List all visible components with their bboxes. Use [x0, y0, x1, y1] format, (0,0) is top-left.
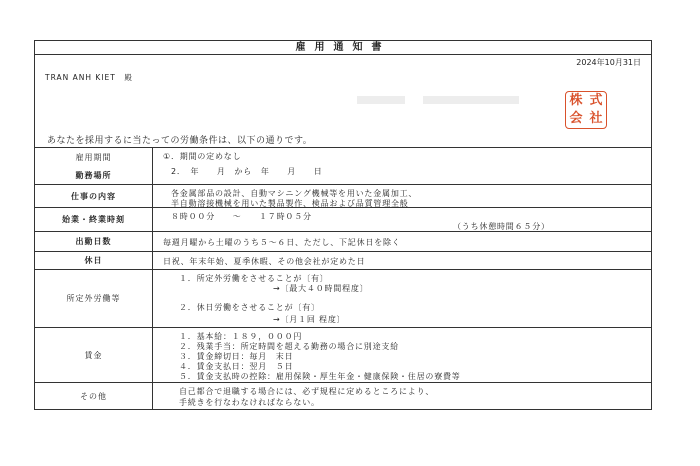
employment-period-line: ①．期間の定めなし	[163, 152, 242, 161]
wage-line: ４．賃金支払日：翌月 ５日	[179, 362, 294, 371]
seal-char: 社	[589, 111, 603, 126]
overtime-line: →〔月１回 程度〕	[273, 315, 346, 324]
issue-date: 2024年10月31日	[576, 58, 641, 67]
break-time-line: （うち休憩時間６５分）	[453, 222, 550, 231]
overtime-line: ２．休日労働をさせることが〔有〕	[179, 303, 320, 312]
row-working-hours	[35, 208, 651, 232]
holidays-content	[163, 252, 641, 269]
wage-line: ２．残業手当：所定時間を超える勤務の場合に別途支給	[179, 342, 399, 351]
job-content	[163, 185, 641, 207]
row-job-content	[35, 185, 651, 208]
employment-period-line: 2． 年 月 から 年 月 日	[171, 167, 323, 176]
row-overtime	[35, 270, 651, 328]
company-seal-stamp	[565, 91, 607, 129]
workdays-content	[163, 232, 641, 251]
row-wages	[35, 328, 651, 383]
label-holidays: 休日	[35, 252, 153, 269]
job-line: 半自動溶接機械を用いた製品製作、検品および品質管理全般	[171, 199, 409, 208]
overtime-content	[163, 270, 641, 327]
wage-line: １．基本給：１８９，０００円	[179, 332, 303, 341]
intro-text: あなたを採用するに当たっての労働条件は、以下の通りです。	[47, 136, 313, 146]
seal-char: 式	[589, 93, 603, 108]
row-holidays	[35, 252, 651, 270]
redacted-text	[357, 96, 405, 104]
seal-char: 株	[569, 93, 583, 108]
label-other: その他	[35, 383, 153, 409]
recipient-name: TRAN ANH KIET 殿	[45, 73, 133, 82]
working-hours-line: ８時００分 ～ １７時０５分	[171, 212, 312, 221]
overtime-line: １．所定外労働をさせることが〔有〕	[179, 274, 329, 283]
other-content	[163, 383, 641, 409]
wages-content	[163, 328, 641, 382]
label-workplace: 勤務場所	[35, 167, 153, 184]
label-job-content: 仕事の内容	[35, 185, 153, 207]
document-title: 雇用通知書	[35, 41, 651, 55]
label-working-hours: 始業・終業時刻	[35, 208, 153, 231]
workdays-line: 毎週月曜から土曜のうち５～６日、ただし、下記休日を除く	[163, 238, 401, 247]
wage-line: ３．賃金締切日：毎月 末日	[179, 352, 294, 361]
working-hours-content	[163, 208, 641, 231]
other-line: 自己都合で退職する場合には、必ず規程に定めるところにより、	[179, 387, 435, 396]
seal-char: 会	[569, 111, 583, 126]
label-overtime: 所定外労働等	[35, 270, 153, 327]
row-employment-period	[35, 148, 651, 185]
employment-period-content	[163, 148, 641, 184]
other-line: 手続きを行なわなければならない。	[179, 398, 320, 407]
redacted-text	[423, 96, 519, 104]
job-line: 各金属部品の設計、自動マシニング機械等を用いた金属加工、	[171, 189, 418, 198]
label-wages: 賃金	[35, 328, 153, 382]
label-employment-period: 雇用期間	[35, 148, 153, 168]
conditions-table	[35, 147, 651, 409]
label-workdays: 出勤日数	[35, 232, 153, 251]
employment-notice-document	[34, 40, 652, 410]
row-other	[35, 383, 651, 409]
row-workdays	[35, 232, 651, 252]
wage-line: ５．賃金支払時の控除：雇用保険・厚生年金・健康保険・住居の寮費等	[179, 372, 461, 381]
holidays-line: 日祝、年末年始、夏季休暇、その他会社が定めた日	[163, 257, 366, 266]
overtime-line: →〔最大４０時間程度〕	[273, 284, 369, 293]
